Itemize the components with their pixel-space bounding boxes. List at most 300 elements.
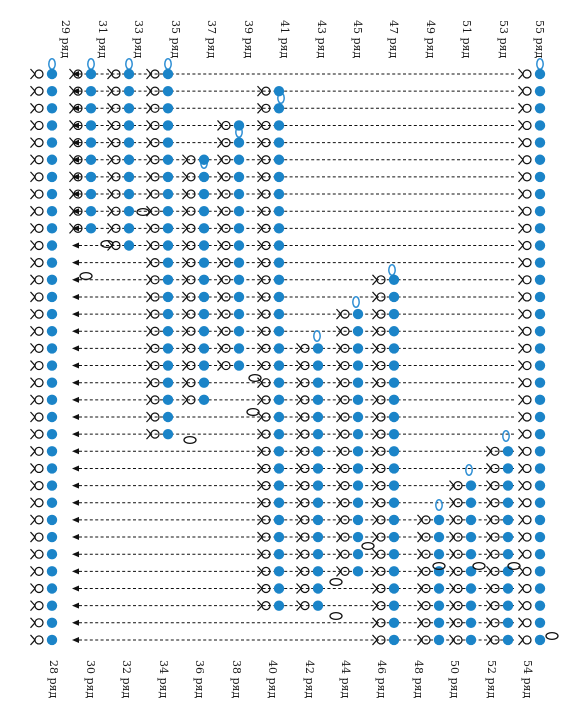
knit-stitch-dot — [535, 549, 545, 559]
knit-stitch-dot — [313, 463, 323, 473]
knit-stitch-dot — [466, 532, 476, 542]
knit-stitch-dot — [389, 532, 399, 542]
loop-o-black — [330, 579, 342, 586]
knit-stitch-dot — [535, 172, 545, 182]
knit-stitch-dot — [274, 292, 284, 302]
arrow-head — [72, 380, 79, 386]
yarn-over-symbol — [519, 189, 532, 199]
loop-o-blue — [503, 431, 509, 441]
yarn-over-symbol — [31, 498, 44, 508]
yarn-over-symbol — [519, 258, 532, 268]
row-label-top: 43 ряд — [315, 20, 328, 59]
knit-stitch-dot — [86, 103, 96, 113]
arrow-head — [72, 105, 79, 111]
row-label-top: 47 ряд — [387, 20, 400, 59]
knit-stitch-dot — [199, 395, 209, 405]
yarn-over-symbol — [519, 429, 532, 439]
knit-stitch-dot — [353, 412, 363, 422]
knit-stitch-dot — [503, 463, 513, 473]
knit-stitch-dot — [535, 275, 545, 285]
knit-stitch-dot — [274, 206, 284, 216]
yarn-over-symbol — [450, 618, 463, 628]
knit-stitch-dot — [535, 223, 545, 233]
arrow-head — [72, 294, 79, 300]
knit-stitch-dot — [199, 343, 209, 353]
knit-stitch-dot — [389, 480, 399, 490]
knit-stitch-dot — [353, 309, 363, 319]
yarn-over-symbol — [31, 361, 44, 371]
yarn-over-symbol — [31, 601, 44, 611]
loop-o-blue — [353, 297, 359, 307]
yarn-over-symbol — [31, 292, 44, 302]
knit-stitch-dot — [535, 515, 545, 525]
knit-stitch-dot — [535, 257, 545, 267]
knit-stitch-dot — [353, 360, 363, 370]
knit-stitch-dot — [234, 155, 244, 165]
loop-o-black — [508, 563, 520, 570]
knit-stitch-dot — [124, 103, 134, 113]
knit-stitch-dot — [47, 292, 57, 302]
knit-stitch-dot — [274, 326, 284, 336]
loop-o-blue — [165, 59, 171, 69]
knit-stitch-dot — [47, 326, 57, 336]
yarn-over-symbol — [31, 120, 44, 130]
yarn-over-symbol — [31, 395, 44, 405]
knit-stitch-dot — [535, 360, 545, 370]
knit-stitch-dot — [274, 309, 284, 319]
knit-stitch-dot — [353, 446, 363, 456]
knit-stitch-dot — [86, 155, 96, 165]
row-label-bottom: 54 ряд — [521, 660, 534, 699]
loop-o-blue — [436, 500, 442, 510]
knit-stitch-dot — [389, 343, 399, 353]
knit-stitch-dot — [163, 103, 173, 113]
knit-stitch-dot — [47, 309, 57, 319]
row-label-bottom: 36 ряд — [193, 660, 206, 699]
knit-stitch-dot — [466, 480, 476, 490]
arrow-head — [72, 414, 79, 420]
knit-stitch-dot — [389, 600, 399, 610]
yarn-over-symbol — [519, 86, 532, 96]
knit-stitch-dot — [389, 395, 399, 405]
knit-stitch-dot — [313, 378, 323, 388]
arrow-head — [72, 345, 79, 351]
yarn-over-symbol — [31, 138, 44, 148]
knit-stitch-dot — [47, 103, 57, 113]
knit-stitch-dot — [313, 343, 323, 353]
knit-stitch-dot — [535, 412, 545, 422]
knit-stitch-dot — [535, 309, 545, 319]
yarn-over-symbol — [450, 498, 463, 508]
knit-stitch-dot — [47, 635, 57, 645]
knit-stitch-dot — [199, 240, 209, 250]
arrow-head — [72, 277, 79, 283]
arrow-head — [72, 122, 79, 128]
knit-stitch-dot — [163, 378, 173, 388]
knit-stitch-dot — [535, 446, 545, 456]
knit-stitch-dot — [274, 515, 284, 525]
row-label-bottom: 32 ряд — [120, 660, 133, 699]
row-label-bottom: 46 ряд — [375, 660, 388, 699]
row-label-bottom: 48 ряд — [412, 660, 425, 699]
yarn-over-symbol — [519, 120, 532, 130]
row-label-top: 53 ряд — [497, 20, 510, 59]
knit-stitch-dot — [535, 618, 545, 628]
yarn-over-symbol — [519, 172, 532, 182]
arrow-head — [72, 328, 79, 334]
yarn-over-symbol — [218, 120, 231, 130]
knit-stitch-dot — [313, 498, 323, 508]
knit-stitch-dot — [47, 549, 57, 559]
row-label-bottom: 50 ряд — [448, 660, 461, 699]
yarn-over-symbol — [519, 378, 532, 388]
knit-stitch-dot — [163, 292, 173, 302]
yarn-over-symbol — [31, 378, 44, 388]
yarn-over-symbol — [519, 481, 532, 491]
knit-stitch-dot — [353, 566, 363, 576]
knit-stitch-dot — [163, 120, 173, 130]
arrow-head — [72, 500, 79, 506]
row-label-top: 31 ряд — [96, 20, 109, 59]
knit-stitch-dot — [47, 429, 57, 439]
row-labels-top — [59, 20, 546, 58]
knit-stitch-dot — [86, 223, 96, 233]
yarn-over-symbol — [519, 103, 532, 113]
yarn-over-symbol — [31, 584, 44, 594]
yarn-over-symbol — [450, 635, 463, 645]
knit-stitch-dot — [47, 189, 57, 199]
knit-stitch-dot — [535, 189, 545, 199]
row-label-bottom: 52 ряд — [485, 660, 498, 699]
knit-stitch-dot — [199, 309, 209, 319]
yarn-over-symbol — [31, 309, 44, 319]
knit-stitch-dot — [234, 309, 244, 319]
knit-stitch-dot — [353, 532, 363, 542]
knit-stitch-dot — [199, 172, 209, 182]
yarn-over-symbol — [519, 326, 532, 336]
knit-stitch-dot — [47, 566, 57, 576]
yarn-over-symbol — [519, 395, 532, 405]
yarn-over-symbol — [218, 172, 231, 182]
row-label-bottom: 40 ряд — [266, 660, 279, 699]
knit-stitch-dot — [313, 360, 323, 370]
row-label-bottom: 34 ряд — [157, 660, 170, 699]
knit-stitch-dot — [503, 515, 513, 525]
yarn-over-symbol — [519, 412, 532, 422]
knit-stitch-dot — [163, 137, 173, 147]
knit-stitch-dot — [535, 103, 545, 113]
knit-stitch-dot — [124, 189, 134, 199]
yarn-over-symbol — [31, 189, 44, 199]
knit-stitch-dot — [47, 240, 57, 250]
knit-stitch-dot — [535, 583, 545, 593]
yarn-over-symbol — [519, 309, 532, 319]
knit-stitch-dot — [163, 172, 173, 182]
loop-o-blue — [126, 59, 132, 69]
knit-stitch-dot — [466, 515, 476, 525]
yarn-over-symbol — [218, 206, 231, 216]
yarn-over-symbol — [31, 343, 44, 353]
knit-stitch-dot — [434, 600, 444, 610]
knit-stitch-dot — [234, 223, 244, 233]
knit-stitch-dot — [47, 498, 57, 508]
knit-stitch-dot — [163, 189, 173, 199]
knit-stitch-dot — [434, 583, 444, 593]
knit-stitch-dot — [234, 189, 244, 199]
knit-stitch-dot — [124, 206, 134, 216]
knit-stitch-dot — [86, 120, 96, 130]
knit-stitch-dot — [47, 172, 57, 182]
yarn-over-symbol — [519, 446, 532, 456]
knit-stitch-dot — [124, 69, 134, 79]
knit-stitch-dot — [389, 583, 399, 593]
row-label-top: 37 ряд — [205, 20, 218, 59]
knit-stitch-dot — [47, 618, 57, 628]
knit-stitch-dot — [353, 515, 363, 525]
knit-stitch-dot — [535, 69, 545, 79]
knit-stitch-dot — [124, 223, 134, 233]
yarn-over-symbol — [519, 584, 532, 594]
knit-stitch-dot — [313, 600, 323, 610]
arrow-head — [72, 157, 79, 163]
knit-stitch-dot — [234, 137, 244, 147]
knit-stitch-dot — [389, 515, 399, 525]
yarn-over-symbol — [519, 618, 532, 628]
knit-stitch-dot — [353, 480, 363, 490]
arrow-head — [72, 243, 79, 249]
knit-stitch-dot — [274, 257, 284, 267]
yarn-over-symbol — [218, 343, 231, 353]
yarn-over-symbol — [519, 532, 532, 542]
knit-stitch-dot — [274, 395, 284, 405]
row-label-bottom: 38 ряд — [230, 660, 243, 699]
knit-stitch-dot — [274, 463, 284, 473]
knit-stitch-dot — [163, 69, 173, 79]
arrow-head — [72, 88, 79, 94]
knit-stitch-dot — [274, 223, 284, 233]
knit-stitch-dot — [163, 257, 173, 267]
knit-stitch-dot — [503, 618, 513, 628]
knit-stitch-dot — [274, 446, 284, 456]
knit-stitch-dot — [434, 618, 444, 628]
knit-stitch-dot — [274, 600, 284, 610]
row-label-top: 49 ряд — [424, 20, 437, 59]
loop-o-black — [137, 209, 149, 216]
knit-stitch-dot — [503, 498, 513, 508]
arrow-head — [72, 363, 79, 369]
yarn-over-symbol — [218, 138, 231, 148]
knit-stitch-dot — [234, 257, 244, 267]
yarn-over-symbol — [218, 275, 231, 285]
knit-stitch-dot — [535, 600, 545, 610]
knit-stitch-dot — [274, 566, 284, 576]
knit-stitch-dot — [466, 498, 476, 508]
yarn-over-symbol — [218, 326, 231, 336]
knit-stitch-dot — [163, 155, 173, 165]
knit-stitch-dot — [86, 69, 96, 79]
knit-stitch-dot — [47, 532, 57, 542]
arrow-head — [72, 534, 79, 540]
knit-stitch-dot — [124, 155, 134, 165]
yarn-over-symbol — [450, 532, 463, 542]
knit-stitch-dot — [47, 446, 57, 456]
knit-stitch-dot — [124, 172, 134, 182]
knit-stitch-dot — [353, 463, 363, 473]
knit-stitch-dot — [163, 429, 173, 439]
yarn-over-symbol — [450, 584, 463, 594]
knit-stitch-dot — [47, 137, 57, 147]
yarn-over-symbol — [519, 498, 532, 508]
yarn-over-symbol — [31, 412, 44, 422]
knit-stitch-dot — [274, 480, 284, 490]
arrow-head — [72, 260, 79, 266]
arrow-head — [72, 586, 79, 592]
knit-stitch-dot — [313, 566, 323, 576]
knit-stitch-dot — [313, 549, 323, 559]
knit-stitch-dot — [274, 429, 284, 439]
loop-o-blue — [466, 465, 472, 475]
knit-stitch-dot — [47, 600, 57, 610]
knit-stitch-dot — [535, 532, 545, 542]
knit-stitch-dot — [434, 635, 444, 645]
knit-stitch-dot — [86, 172, 96, 182]
yarn-over-symbol — [450, 566, 463, 576]
loop-o-black — [80, 273, 92, 280]
knit-stitch-dot — [163, 86, 173, 96]
knit-stitch-dot — [313, 446, 323, 456]
knit-stitch-dot — [503, 635, 513, 645]
loop-o-black — [249, 375, 261, 382]
yarn-over-symbol — [519, 549, 532, 559]
arrow-head — [72, 191, 79, 197]
knit-stitch-dot — [466, 635, 476, 645]
loop-o-blue — [389, 265, 395, 275]
yarn-over-symbol — [218, 189, 231, 199]
knit-stitch-dot — [47, 378, 57, 388]
yarn-over-symbol — [31, 241, 44, 251]
knit-stitch-dot — [503, 446, 513, 456]
knit-stitch-dot — [389, 463, 399, 473]
yarn-over-symbol — [450, 515, 463, 525]
knit-stitch-dot — [274, 343, 284, 353]
knit-stitch-dot — [234, 240, 244, 250]
knit-stitch-dot — [535, 395, 545, 405]
yarn-over-symbol — [519, 601, 532, 611]
knit-stitch-dot — [86, 137, 96, 147]
knit-stitch-dot — [353, 429, 363, 439]
yarn-over-symbol — [519, 223, 532, 233]
knit-stitch-dot — [434, 549, 444, 559]
knit-stitch-dot — [389, 635, 399, 645]
knit-stitch-dot — [313, 480, 323, 490]
knit-stitch-dot — [234, 172, 244, 182]
yarn-over-symbol — [31, 172, 44, 182]
knit-stitch-dot — [389, 360, 399, 370]
knit-stitch-dot — [353, 395, 363, 405]
knit-stitch-dot — [199, 257, 209, 267]
loop-o-blue — [537, 59, 543, 69]
arrow-head — [72, 551, 79, 557]
yarn-over-symbol — [31, 326, 44, 336]
knit-stitch-dot — [234, 292, 244, 302]
yarn-over-symbol — [31, 86, 44, 96]
knit-stitch-dot — [503, 532, 513, 542]
knit-stitch-dot — [313, 429, 323, 439]
knit-stitch-dot — [274, 532, 284, 542]
knit-stitch-dot — [389, 412, 399, 422]
knit-stitch-dot — [503, 600, 513, 610]
knit-stitch-dot — [47, 86, 57, 96]
knit-stitch-dot — [353, 343, 363, 353]
yarn-over-symbol — [218, 223, 231, 233]
knit-stitch-dot — [313, 583, 323, 593]
knit-stitch-dot — [234, 275, 244, 285]
row-label-bottom: 44 ряд — [339, 660, 352, 699]
arrow-head — [72, 431, 79, 437]
knit-stitch-dot — [535, 343, 545, 353]
yarn-over-symbol — [31, 258, 44, 268]
knit-stitch-dot — [389, 446, 399, 456]
knit-stitch-dot — [163, 360, 173, 370]
arrow-head — [72, 603, 79, 609]
knit-stitch-dot — [86, 86, 96, 96]
knit-stitch-dot — [389, 275, 399, 285]
yarn-over-symbol — [519, 463, 532, 473]
knit-stitch-dot — [503, 480, 513, 490]
knit-stitch-dot — [313, 515, 323, 525]
knit-stitch-dot — [274, 275, 284, 285]
row-label-bottom: 30 ряд — [84, 660, 97, 699]
knit-stitch-dot — [274, 583, 284, 593]
knit-stitch-dot — [199, 326, 209, 336]
knit-stitch-dot — [234, 206, 244, 216]
knit-stitch-dot — [313, 395, 323, 405]
yarn-over-symbol — [31, 635, 44, 645]
loop-o-black — [330, 613, 342, 620]
knit-stitch-dot — [86, 206, 96, 216]
row-label-top: 51 ряд — [460, 20, 473, 59]
knit-stitch-dot — [535, 137, 545, 147]
knit-stitch-dot — [47, 257, 57, 267]
yarn-over-symbol — [519, 515, 532, 525]
row-label-top: 39 ряд — [242, 20, 255, 59]
knit-stitch-dot — [535, 429, 545, 439]
knit-stitch-dot — [535, 378, 545, 388]
knit-stitch-dot — [434, 566, 444, 576]
arrow-head — [72, 71, 79, 77]
knit-stitch-dot — [47, 275, 57, 285]
yarn-over-symbol — [31, 429, 44, 439]
loop-o-black — [473, 563, 485, 570]
knit-stitch-dot — [124, 240, 134, 250]
knit-stitch-dot — [274, 103, 284, 113]
knit-stitch-dot — [274, 360, 284, 370]
knit-stitch-dot — [389, 378, 399, 388]
knit-stitch-dot — [199, 206, 209, 216]
knit-stitch-dot — [86, 189, 96, 199]
yarn-over-symbol — [450, 549, 463, 559]
yarn-over-symbol — [519, 206, 532, 216]
yarn-over-symbol — [519, 292, 532, 302]
yarn-over-symbol — [31, 206, 44, 216]
knit-stitch-dot — [199, 155, 209, 165]
loop-o-black — [546, 633, 558, 640]
knit-stitch-dot — [199, 275, 209, 285]
yarn-over-symbol — [519, 155, 532, 165]
knit-stitch-dot — [234, 360, 244, 370]
knit-stitch-dot — [199, 189, 209, 199]
row-label-bottom: 28 ряд — [47, 660, 60, 699]
